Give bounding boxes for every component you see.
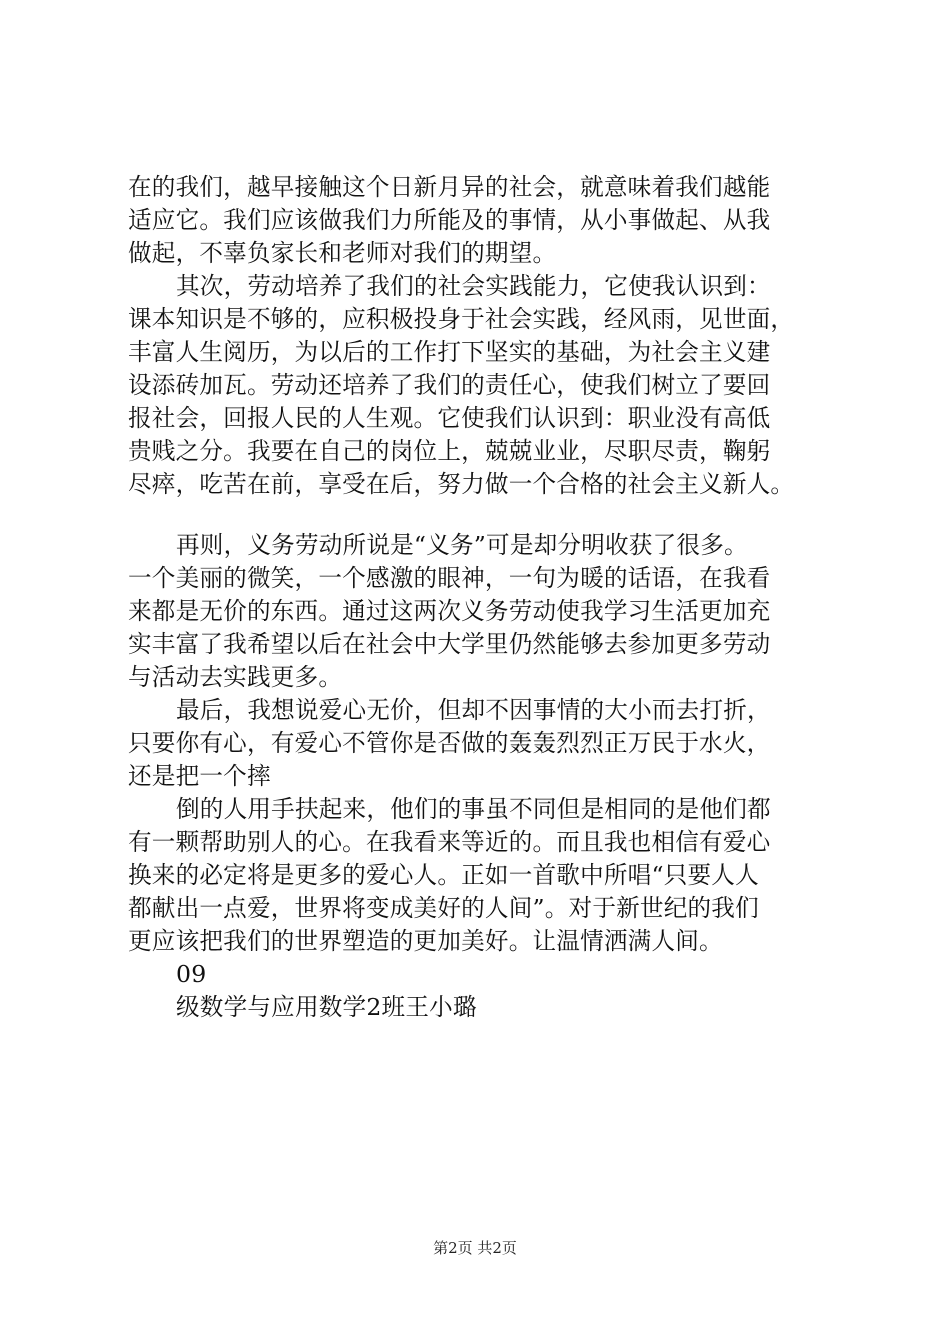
paragraph-4 (128, 694, 848, 793)
text-line: 尽瘁，吃苦在前，享受在后，努力做一个合格的社会主义新人。 (128, 470, 795, 498)
text-line: 还是把一个摔 (128, 762, 271, 790)
text-line: 最后，我想说爱心无价，但却不因事情的大小而去打折， (176, 696, 771, 724)
text-line: 来都是无价的东西。通过这两次义务劳动使我学习生活更加充 (128, 597, 771, 625)
text-line: 课本知识是不够的，应积极投身于社会实践，经风雨，见世面， (128, 305, 795, 333)
text-line: 在的我们，越早接触这个日新月异的社会，就意味着我们越能 (128, 173, 771, 201)
text-line: 倒的人用手扶起来，他们的事虽不同但是相同的是他们都 (176, 795, 771, 823)
text-line: 适应它。我们应该做我们力所能及的事情，从小事做起、从我 (128, 206, 771, 234)
text-line: 有一颗帮助别人的心。在我看来等近的。而且我也相信有爱心 (128, 828, 771, 856)
page-footer (0, 1237, 950, 1258)
paragraph-5 (128, 793, 848, 958)
paragraph-2 (128, 270, 848, 501)
text-line: 一个美丽的微笑，一个感激的眼神，一句为暖的话语，在我看 (128, 564, 771, 592)
text-line: 与活动去实践更多。 (128, 663, 343, 691)
signature-author: 级数学与应用数学2班王小璐 (176, 993, 477, 1021)
text-line: 实丰富了我希望以后在社会中大学里仍然能够去参加更多劳动 (128, 630, 771, 658)
text-line: 丰富人生阅历，为以后的工作打下坚实的基础，为社会主义建 (128, 338, 771, 366)
paragraph-3 (128, 529, 848, 694)
text-line: 设添砖加瓦。劳动还培养了我们的责任心，使我们树立了要回 (128, 371, 771, 399)
text-line: 其次，劳动培养了我们的社会实践能力，它使我认识到： (176, 272, 771, 300)
paragraph-gap (128, 501, 848, 529)
text-line: 换来的必定将是更多的爱心人。正如一首歌中所唱“只要人人 (128, 861, 759, 889)
signature-year: 09 (176, 960, 207, 988)
text-line: 做起，不辜负家长和老师对我们的期望。 (128, 239, 557, 267)
text-line: 都献出一点爱，世界将变成美好的人间”。对于新世纪的我们 (128, 894, 759, 922)
text-line: 更应该把我们的世界塑造的更加美好。让温情洒满人间。 (128, 927, 723, 955)
text-line: 再则，义务劳动所说是“义务”可是却分明收获了很多。 (176, 531, 748, 559)
paragraph-1 (128, 171, 848, 270)
page-number-label: 第2页 共2页 (433, 1239, 517, 1257)
signature-block (128, 958, 848, 1024)
document-body (128, 171, 848, 1024)
text-line: 只要你有心，有爱心不管你是否做的轰轰烈烈正万民于水火， (128, 729, 771, 757)
text-line: 贵贱之分。我要在自己的岗位上，兢兢业业，尽职尽责，鞠躬 (128, 437, 771, 465)
text-line: 报社会，回报人民的人生观。它使我们认识到：职业没有高低 (128, 404, 771, 432)
